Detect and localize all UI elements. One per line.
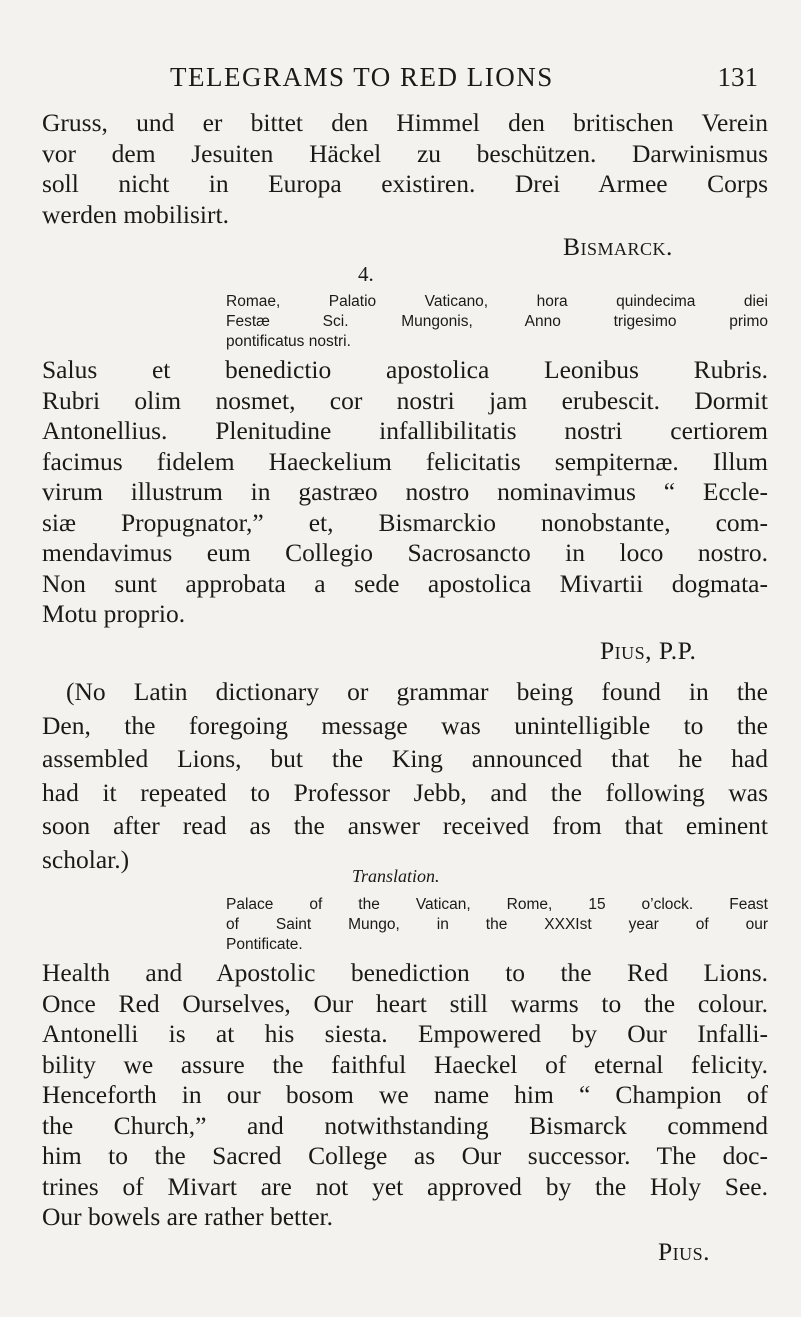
text-line: him to the Sacred College as Our successor. The doc- xyxy=(42,1141,768,1170)
dateline-line: of Saint Mungo, in the XXXIst year of our xyxy=(226,916,768,933)
text-line: virum illustrum in gastræo nostro nominavimus “ Eccle- xyxy=(42,477,768,506)
narration-text xyxy=(42,675,768,876)
text-line: Antonelli is at his siesta. Empowered by Our Infalli- xyxy=(42,1019,768,1048)
signature-pius-pp: Pius, P.P. xyxy=(600,636,697,665)
text-line: Non sunt approbata a sede apostolica Mivartii dogmata- xyxy=(42,568,768,598)
dateline-line: Palace of the Vatican, Rome, 15 o’clock. Feast xyxy=(226,896,768,913)
translation-dateline xyxy=(226,895,768,955)
text-line: the Church,” and notwithstanding Bismarck commend xyxy=(42,1110,768,1140)
text-line: scholar.) xyxy=(42,844,130,874)
dateline-line: Pontificate. xyxy=(226,936,303,953)
signature-pius: Pius. xyxy=(658,1237,711,1266)
latin-message-text xyxy=(42,355,768,630)
text-line: Den, the foregoing message was unintelligible to the xyxy=(42,710,768,740)
text-line: facimus fidelem Haeckelium felicitatis sempiternæ. Illum xyxy=(42,446,768,476)
signature-bismarck: Bismarck. xyxy=(563,232,673,261)
page-number: 131 xyxy=(717,62,758,92)
text-line: Motu proprio. xyxy=(42,599,186,628)
text-line: Once Red Ourselves, Our heart still warms to the colour. xyxy=(42,988,768,1018)
text-line: Our bowels are rather better. xyxy=(42,1202,333,1231)
text-line: Henceforth in our bosom we name him “ Champion of xyxy=(42,1080,768,1109)
dateline-line: pontificatus nostri. xyxy=(226,333,351,350)
dateline-line: Festæ Sci. Mungonis, Anno trigesimo primo xyxy=(226,313,768,330)
text-line: Gruss, und er bittet den Himmel den britischen Verein xyxy=(42,108,768,137)
translation-label: Translation. xyxy=(352,866,440,886)
text-line: had it repeated to Professor Jebb, and the following was xyxy=(42,777,768,807)
latin-dateline xyxy=(226,292,768,352)
text-line: (No Latin dictionary or grammar being found in the xyxy=(66,677,768,706)
text-line: mendavimus eum Collegio Sacrosancto in loco nostro. xyxy=(42,538,768,567)
text-line: Salus et benedictio apostolica Leonibus Rubris. xyxy=(42,355,768,384)
dateline-line: Romae, Palatio Vaticano, hora quindecima diei xyxy=(226,293,768,310)
translation-body-text xyxy=(42,958,768,1233)
text-line: soll nicht in Europa existiren. Drei Armee Corps xyxy=(42,169,768,198)
text-line: vor dem Jesuiten Häckel zu beschützen. Darwinismus xyxy=(42,138,768,168)
text-line: bility we assure the faithful Haeckel of eternal felicity. xyxy=(42,1049,768,1079)
running-title: TELEGRAMS TO RED LIONS xyxy=(170,62,554,92)
text-line: werden mobilisirt. xyxy=(42,199,229,229)
text-line: Rubri olim nosmet, cor nostri jam erubescit. Dormit xyxy=(42,385,768,415)
german-telegram-text xyxy=(42,108,768,230)
text-line: assembled Lions, but the King announced that he had xyxy=(42,744,768,773)
page-header xyxy=(170,62,758,98)
text-line: trines of Mivart are not yet approved by the Holy See. xyxy=(42,1171,768,1201)
text-line: Antonellius. Plenitudine infallibilitatis nostri certiorem xyxy=(42,416,768,445)
text-line: soon after read as the answer received from that eminent xyxy=(42,811,768,840)
text-line: Health and Apostolic benediction to the Red Lions. xyxy=(42,958,768,987)
telegram-number: 4. xyxy=(358,262,374,286)
text-line: siæ Propugnator,” et, Bismarckio nonobstante, com- xyxy=(42,507,768,537)
